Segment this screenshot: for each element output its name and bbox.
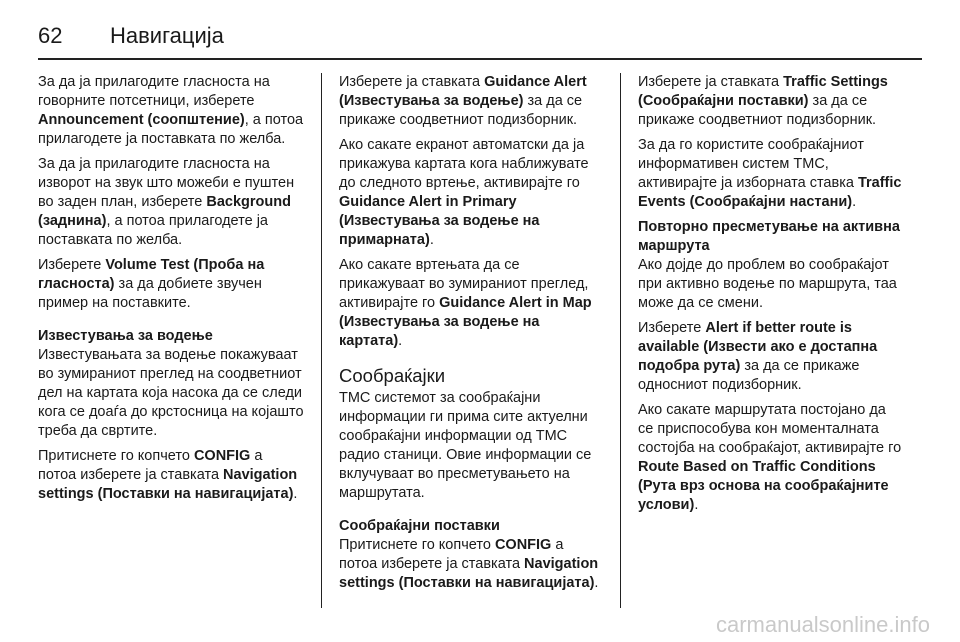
subsection-heading: Повторно пресметување на активна маршрута Ако дојде до проблем во сообраќајот при активно водење по маршрута, таа може да се смени. [638, 219, 900, 311]
menu-term: Traffic Events (Сообраќајни настани) [638, 175, 902, 210]
menu-term: Guidance Alert (Известувања за водење) [339, 74, 587, 109]
paragraph: Притиснете го копчето CONFIG а потоа изберете ја ставката Navigation settings (Поставки на навигацијата). [38, 448, 298, 502]
column-1 [38, 73, 304, 510]
paragraph: Ако сакате вртењата да се прикажуваат во зумираниот преглед, активирајте го Guidance Alert in Map (Известувања за водење на картата). [339, 257, 592, 349]
button-term: CONFIG [193, 448, 251, 464]
paragraph: Ако дојде до проблем во сообраќајот при активно водење по маршрута, таа може да се смени. [638, 257, 897, 311]
page-title: Навигација [110, 23, 224, 48]
watermark: carmanualsonline.info [715, 612, 930, 637]
page-number: 62 [38, 23, 63, 48]
section-heading: Известувања за водење Известувањата за водење покажуваат во зумираниот преглед на соодветниот дел на картата која насока да се следи кога се доаѓа до крстосница на којашто треба да свртите. [38, 328, 304, 439]
menu-term: Navigation settings (Поставки на навигацијата) [339, 556, 599, 591]
paragraph: TMC системот за сообраќајни информации ги прима сите актуелни сообраќајни информации од TMC радио станици. Овие информации се вклучуваат во пресметувањето на маршрутата. [339, 390, 592, 501]
menu-term: Navigation settings (Поставки на навигацијата) [38, 467, 298, 502]
menu-term: Guidance Alert in Map (Известувања за водење на картата) [339, 295, 592, 349]
subsection-heading: Сообраќајни поставки Притиснете го копчето CONFIG а потоа изберете ја ставката Navigation settings (Поставки на навигацијата). [339, 518, 599, 591]
menu-term: Traffic Settings (Сообраќајни поставки) [638, 74, 888, 109]
menu-term: Guidance Alert in Primary (Известувања за водење на примарната) [339, 194, 540, 248]
paragraph: Ако сакате маршрутата постојано да се приспособува кон моменталната состојба на сообраќајот, активирајте го Route Based on Traffic Conditions (Рута врз основа на сообраќајните услови). [638, 402, 902, 513]
paragraph: Изберете ја ставката Guidance Alert (Известувања за водење) за да се прикаже соодветниот подизборник. [339, 74, 587, 128]
paragraph: Ако сакате екранот автоматски да ја прикажува картата кога наближувате до следното вртење, активирајте го Guidance Alert in Primary (Известувања за водење на примарната). [339, 137, 589, 248]
header-rule [38, 58, 922, 60]
menu-term: Route Based on Traffic Conditions (Рута врз основа на сообраќајните услови) [638, 459, 889, 513]
paragraph: За да ја прилагодите гласноста на говорните потсетници, изберете Announcement (соопштение), а потоа прилагодете ја поставката по желба. [38, 74, 304, 147]
button-term: CONFIG [494, 537, 552, 553]
paragraph: Изберете Alert if better route is available (Извести ако е достапна подобра рута) за да се прикаже односниот подизборник. [638, 320, 878, 393]
paragraph: За да ја прилагодите гласноста на изворот на звук што можеби е пуштен во заден план, изберете Background (заднина), а потоа прилагодете ја поставката по желба. [38, 156, 295, 248]
menu-term: Volume Test (Проба на гласноста) [38, 257, 265, 292]
paragraph: Изберете ја ставката Traffic Settings (Сообраќајни поставки) за да се прикаже соодветниот подизборник. [638, 74, 888, 128]
paragraph: Изберете Volume Test (Проба на гласноста) за да добиете звучен пример на поставките. [38, 257, 265, 311]
paragraph: За да го користите сообраќајниот информативен систем TMC, активирајте ја изборната ставка Traffic Events (Сообраќајни настани). [638, 137, 902, 210]
menu-term: Announcement (соопштение) [38, 112, 245, 128]
menu-term: Background (заднина) [38, 194, 291, 229]
column-divider-1 [321, 73, 322, 608]
section-heading: Сообраќајки [339, 365, 446, 386]
page-header [38, 14, 922, 58]
column-3 [638, 73, 904, 521]
column-divider-2 [620, 73, 621, 608]
column-2 [339, 73, 605, 599]
menu-term: Alert if better route is available (Извести ако е достапна подобра рута) [638, 320, 878, 374]
paragraph: Известувањата за водење покажуваат во зумираниот преглед на соодветниот дел на картата која насока да се следи кога се доаѓа до крстосница на којашто треба да свртите. [38, 347, 304, 439]
